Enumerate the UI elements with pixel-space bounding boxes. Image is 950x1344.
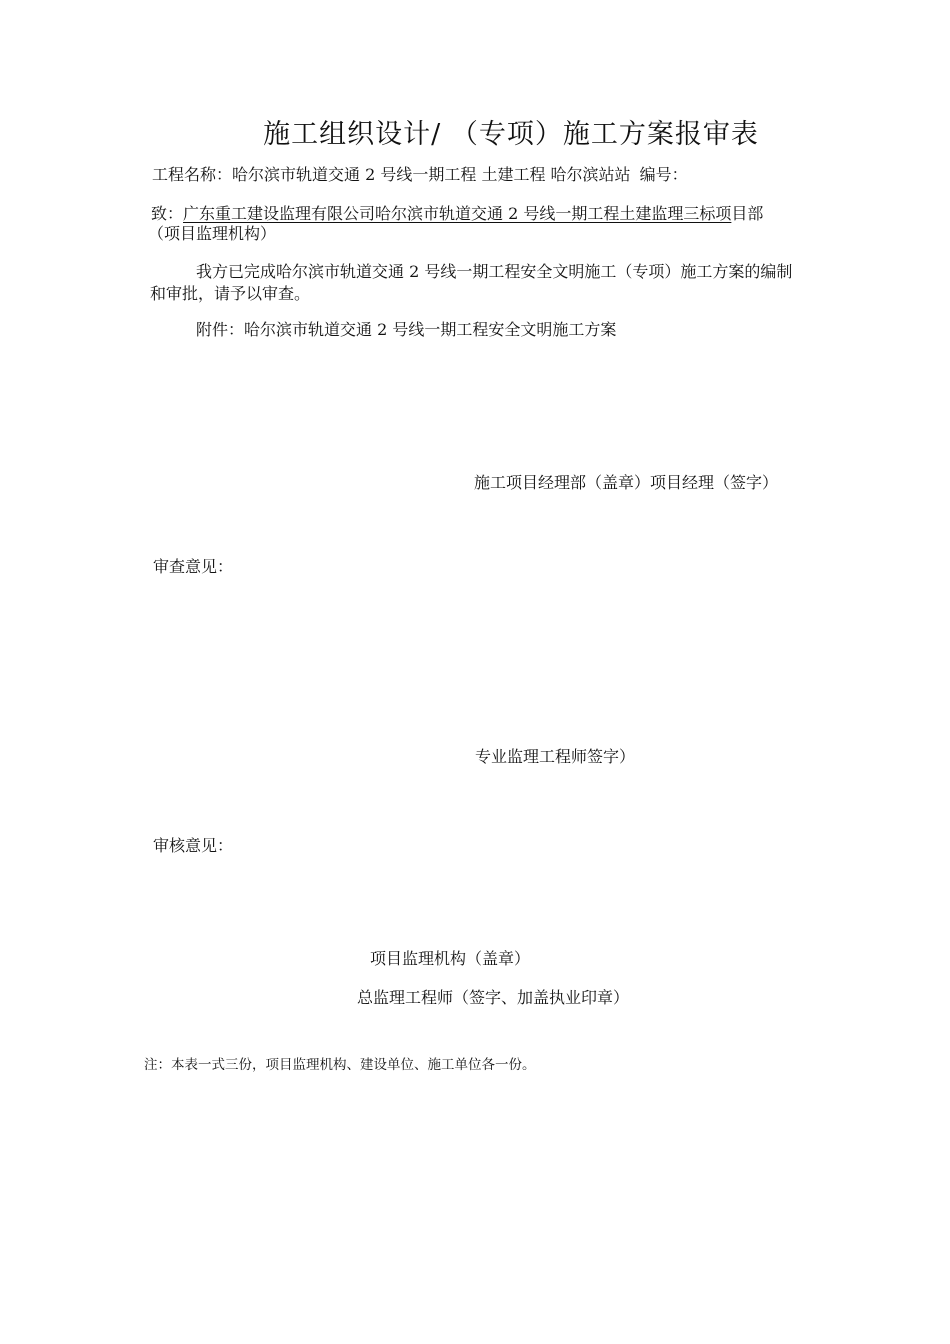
chief-engineer-signature: 总监理工程师（签字、加盖执业印章） bbox=[357, 988, 630, 1007]
attachment-line: 附件：哈尔滨市轨道交通 2 号线一期工程安全文明施工方案 bbox=[196, 320, 617, 339]
to-label: 致： bbox=[151, 204, 184, 223]
review-opinion-label: 审查意见： bbox=[153, 557, 234, 576]
serial-label: 编号： bbox=[639, 165, 688, 184]
body-text-line1: 我方已完成哈尔滨市轨道交通 2 号线一期工程安全文明施工（专项）施工方案的编制 bbox=[196, 262, 793, 281]
body-text-line2: 和审批，请予以审查。 bbox=[150, 284, 311, 303]
project-line bbox=[152, 164, 688, 186]
page-title: 施工组织设计/ （专项）施工方案报审表 bbox=[263, 119, 759, 150]
addressee-org-suffix: 目部 bbox=[731, 204, 764, 223]
engineer-signature: 专业监理工程师签字） bbox=[475, 747, 636, 766]
footnote: 注：本表一式三份，项目监理机构、建设单位、施工单位各一份。 bbox=[144, 1057, 536, 1073]
addressee-org: 广东重工建设监理有限公司哈尔滨市轨道交通 2 号线一期工程土建监理三标项 bbox=[183, 204, 732, 223]
supervision-stamp: 项目监理机构（盖章） bbox=[370, 949, 531, 968]
project-label: 工程名称： bbox=[152, 165, 233, 184]
audit-opinion-label: 审核意见： bbox=[153, 836, 234, 855]
project-name: 哈尔滨市轨道交通 2 号线一期工程 土建工程 哈尔滨站站 bbox=[232, 165, 631, 184]
addressee-note: （项目监理机构） bbox=[148, 224, 277, 243]
addressee-line bbox=[151, 203, 763, 225]
contractor-signature: 施工项目经理部（盖章）项目经理（签字） bbox=[474, 473, 779, 492]
